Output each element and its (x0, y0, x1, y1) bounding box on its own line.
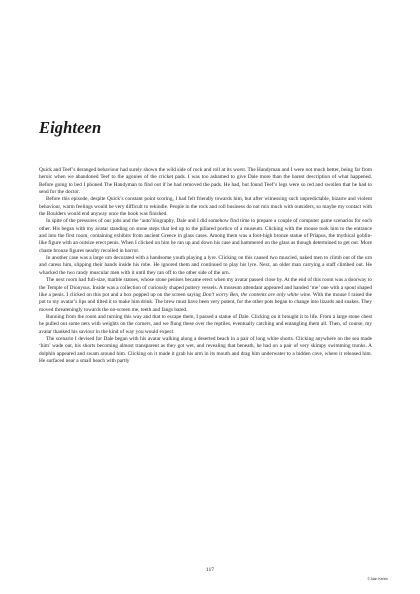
paragraph-5-text: The next room had full-size, marble statues, whose stone penises became erect when my avatar passed close by. At the end of this room was a doorway to the Temple of Dionysus. Inside was a collection of curiously shaped pottery vessels. A museum attendant appeared and handed ‘me’ one with a spout shaped like a penis. I clicked on this pot and a box popped up on the screen saying (39, 277, 372, 298)
copyright-notice: © Alan Kerkin (367, 577, 388, 581)
paragraph-5-continuation: With the mouse I raised the pot to my avatar’s lips and tilted it to make (39, 291, 372, 306)
paragraph-5 (39, 277, 372, 314)
chapter-body (39, 167, 372, 365)
on-screen-message: Don’t worry Ben, the contents are only white wine. (202, 291, 312, 298)
paragraph-2: Before this episode, despite Quick’s constant point scoring, I had felt friendly towards him, but after witnessing such unpredictable, bizarre and violent behaviour, warm feelings would be very difficult to rekindle. People in the rock and roll business do not mix much with outsiders, so maybe my contact with the Boulders would end anyway once the book was finished. (39, 196, 372, 218)
chapter-title: Eighteen (39, 118, 102, 137)
paragraph-4: In another case was a large urn decorated with a handsome youth playing a lyre. Clicking on this caused two muscled, naked men to climb out of the urn and caress him, slipping their hands inside his robe. He ignored them and continued to play his lyre. Next, an older man carrying a staff climbed out. He whacked the two randy muscular men with it until they ran off to the other side of the urn. (39, 255, 372, 276)
paragraph-5-ending: him drink. The brew must have been very potent, for the other pots began to change into lizards and snakes. They moved threateningly towards the on-screen me, teeth and fangs bared. (39, 299, 372, 313)
paragraph-7: The scenario I devised for Dale began with his avatar walking along a deserted beach in a pair of long white shorts. Clicking anywhere on the sea made ‘him’ wade out, his shorts becoming almost transparent as they got wet, and revealing that beneath, he had on a pair of very skimpy swimming trunks. A dolphin appeared and swam around him. Clicking on it made it grab his arm in its mouth and drag him underwater to a hidden cave, where it released him. He surfaced near a small beach with partly (39, 335, 372, 364)
paragraph-3: In spite of the pressures of our jobs and the ‘auto’biography, Dale and I did somehow find time to prepare a couple of computer game scenarios for each other. His began with my avatar standing on stone steps that led up to the pillared portico of a museum. Clicking with the mouse took him to the entrance and into the first room, containing exhibits from ancient Greece in glass cases. Among them was a foot-high bronze statue of Priapus, the mythical goblin-like figure with an outsize erect penis. When I clicked on him he ran up and down his case and hammered on the glass as though determined to get out. More chaste bronze figures nearby recoiled in horror. (39, 218, 372, 254)
page-number: 117 (205, 567, 215, 573)
paragraph-6: Running from the room and turning this way and that to escape them, I passed a statue of Dale. Clicking on it brought it to life. From a large stone chest he pulled out some nets with weights on the corners, and we flung these over the reptiles, eventually catching and entangling them all. Then, of course, my avatar thanked his saviour in the kind of way you would expect. (39, 313, 372, 335)
paragraph-1: Quick and Teef’s deranged behaviour had surely shown the wild side of rock and roll at its worst. The Handyman and I were not much better, being far from heroic when we abandoned Teef to the agonies of the cricket pads. I was too ashamed to give Dale more than the barest description of what happened. Before going to bed I phoned The Handyman to find out if he had removed the pads. He had, but found Teef’s legs were so red and swollen that he had to send for the doctor. (39, 167, 372, 196)
